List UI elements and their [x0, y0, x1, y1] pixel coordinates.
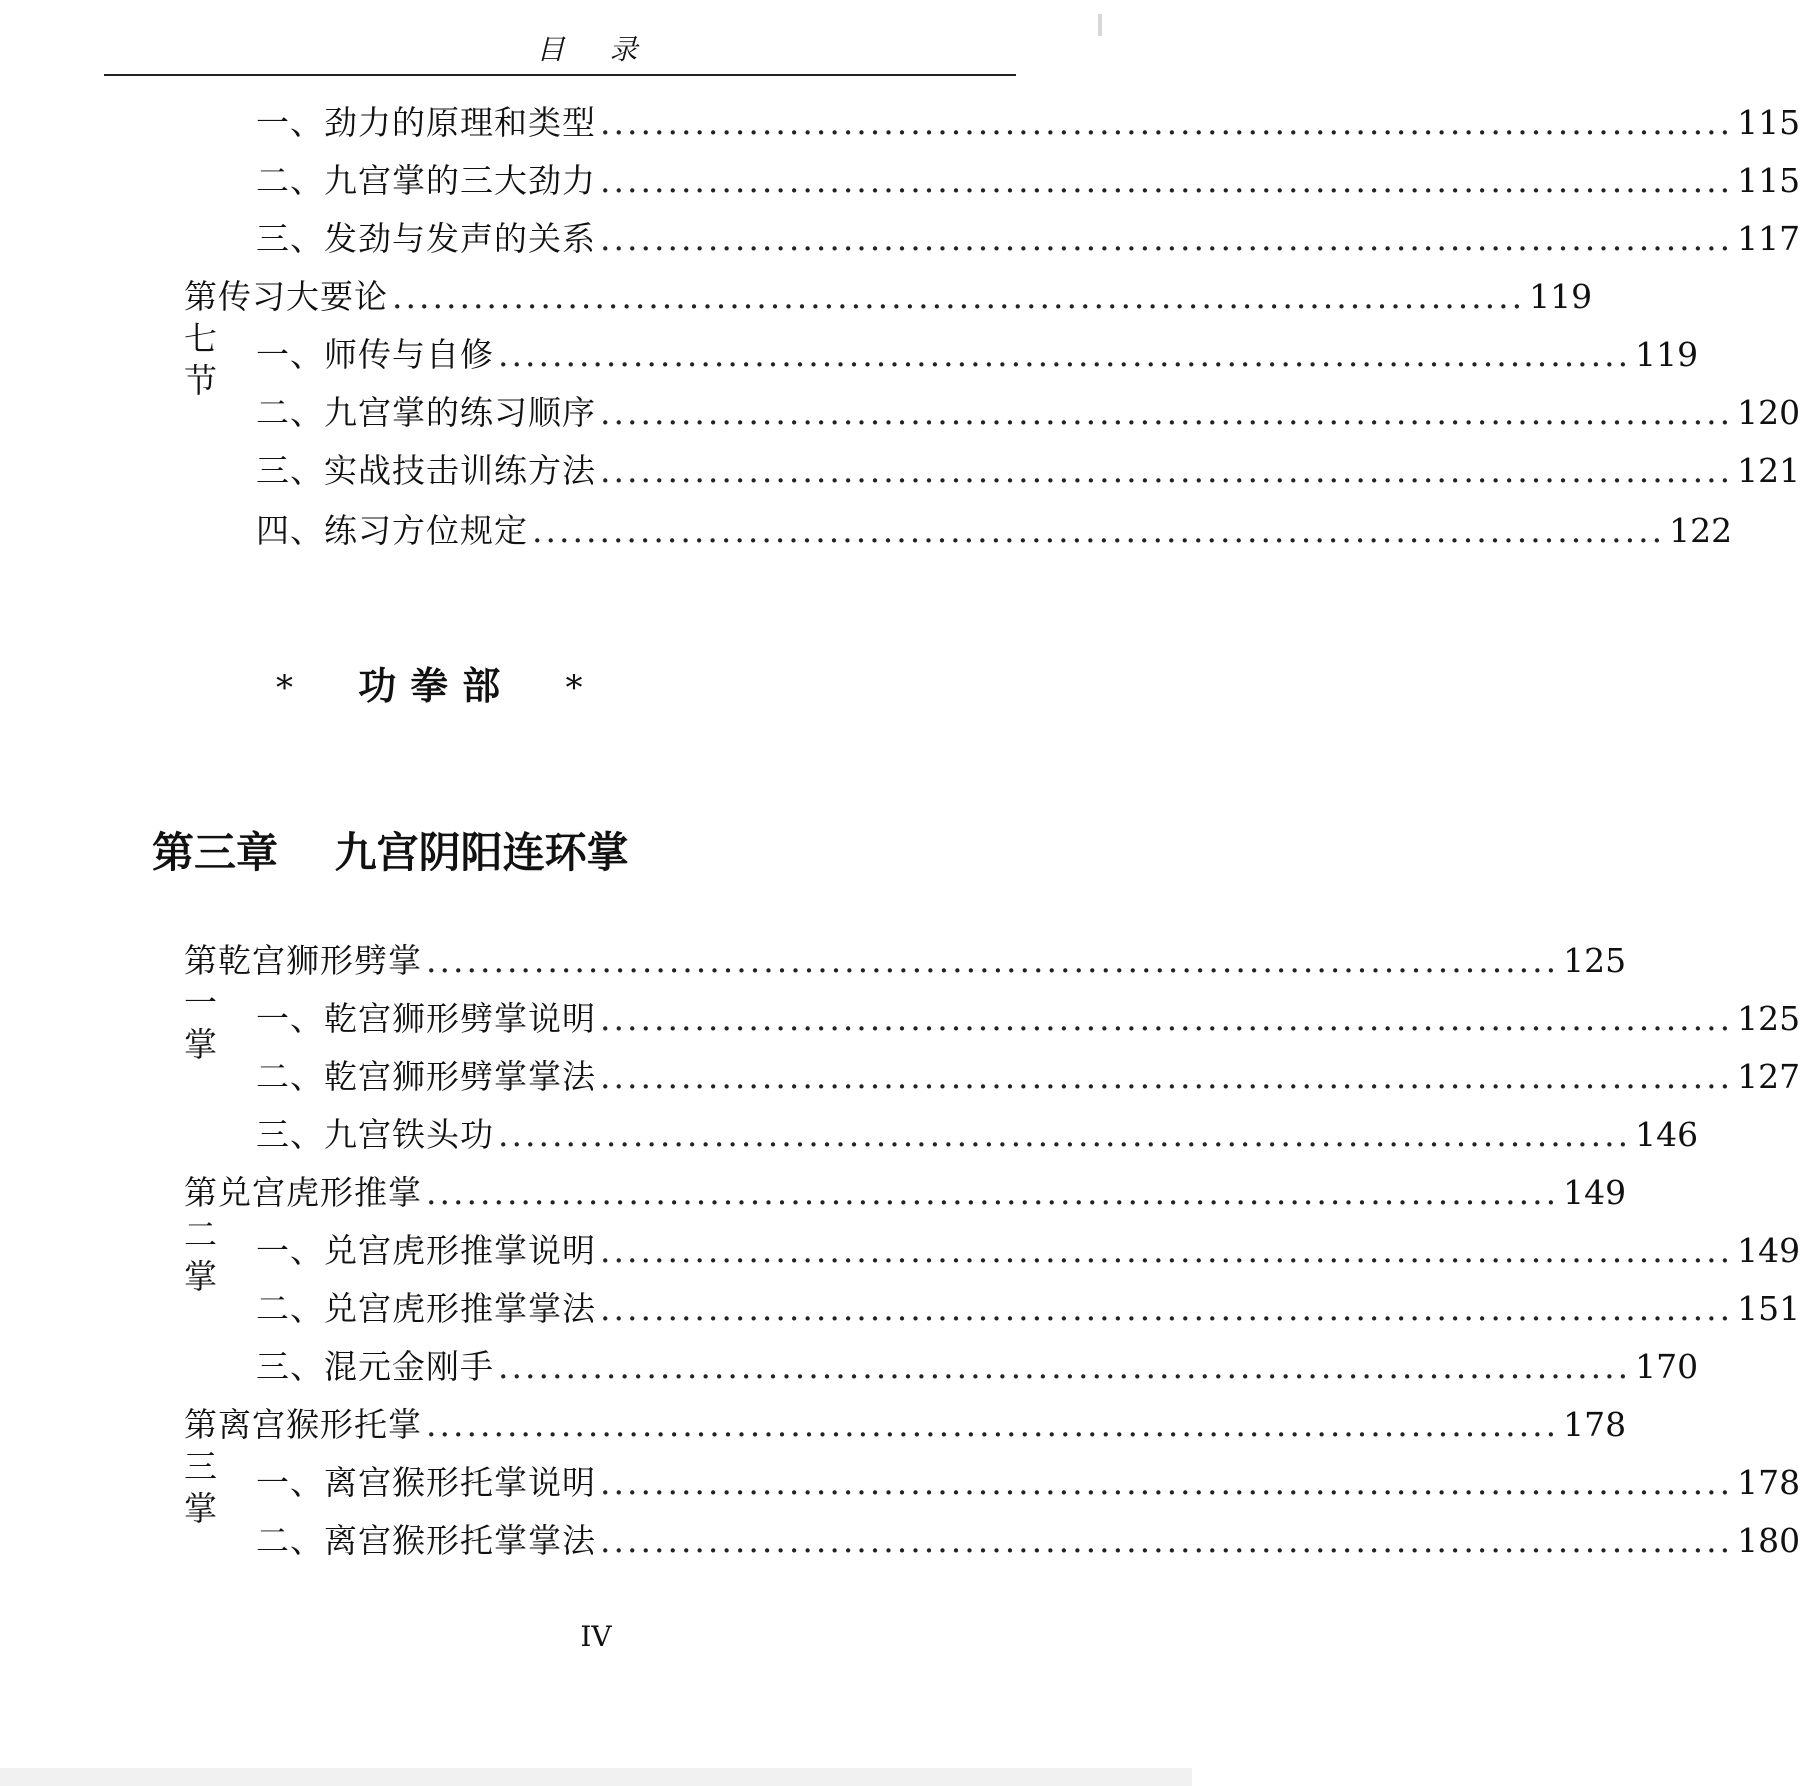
toc-entry[interactable] — [256, 1288, 1800, 1330]
toc-entry-label: 乾宫狮形劈掌 — [218, 941, 422, 980]
toc-entry-label: 三、实战技击训练方法 — [256, 451, 596, 490]
toc-entry[interactable] — [256, 160, 1800, 202]
toc-leader-dots: .................................................................................... — [392, 277, 1526, 316]
chapter-title: 九宫阴阳连环掌 — [334, 828, 629, 877]
toc-leader-dots: .................................................................................... — [600, 1057, 1734, 1096]
toc-entry-page: 119 — [1529, 277, 1593, 316]
toc-entry-label: 一、兑宫虎形推掌说明 — [256, 1231, 596, 1270]
toc-entry-page: 178 — [1737, 1463, 1800, 1502]
toc-leader-dots: .................................................................................... — [426, 1173, 1560, 1212]
toc-entry-page: 127 — [1737, 1057, 1800, 1096]
toc-leader-dots: .................................................................................... — [600, 393, 1734, 432]
toc-entry-label: 二、九宫掌的三大劲力 — [256, 161, 596, 200]
toc-entry-label: 兑宫虎形推掌 — [218, 1173, 422, 1212]
running-header: 目 录 — [536, 33, 656, 66]
toc-leader-dots: .................................................................................... — [498, 1115, 1632, 1154]
toc-entry-page: 125 — [1563, 941, 1627, 980]
toc-leader-dots: .................................................................................... — [426, 1405, 1560, 1444]
toc-entry[interactable] — [256, 334, 1699, 376]
toc-entry-page: 125 — [1737, 999, 1800, 1038]
header-rule — [104, 74, 1016, 76]
toc-leader-dots: .................................................................................... — [600, 1521, 1734, 1560]
chapter-heading — [152, 820, 629, 880]
chapter-number: 第三章 — [152, 828, 279, 877]
toc-section-number: 第二掌 — [184, 1173, 218, 1296]
toc-entry-page: 149 — [1563, 1173, 1627, 1212]
toc-leader-dots: .................................................................................... — [600, 103, 1734, 142]
toc-entry-label: 一、劲力的原理和类型 — [256, 103, 596, 142]
scan-bottom-edge — [0, 1768, 1192, 1786]
toc-leader-dots: .................................................................................... — [600, 1463, 1734, 1502]
toc-entry-label: 四、练习方位规定 — [256, 511, 528, 550]
toc-entry[interactable] — [256, 1462, 1800, 1504]
toc-entry-page: 149 — [1737, 1231, 1800, 1270]
toc-entry[interactable] — [256, 1114, 1699, 1156]
toc-entry-label: 二、兑宫虎形推掌掌法 — [256, 1289, 596, 1328]
toc-entry-label: 一、乾宫狮形劈掌说明 — [256, 999, 596, 1038]
toc-leader-dots: .................................................................................... — [498, 335, 1632, 374]
toc-entry-page: 178 — [1563, 1405, 1627, 1444]
toc-entry-label: 一、离宫猴形托掌说明 — [256, 1463, 596, 1502]
toc-entry[interactable] — [256, 1346, 1699, 1388]
toc-entry-label: 传习大要论 — [218, 277, 388, 316]
toc-entry[interactable] — [256, 998, 1800, 1040]
toc-entry[interactable] — [256, 1520, 1800, 1562]
toc-leader-dots: .................................................................................... — [600, 451, 1734, 490]
toc-entry[interactable] — [256, 1230, 1800, 1272]
toc-section-number: 第三掌 — [184, 1405, 218, 1528]
toc-entry[interactable] — [256, 510, 1733, 552]
toc-entry-page: 117 — [1737, 219, 1800, 258]
toc-entry-label: 二、九宫掌的练习顺序 — [256, 393, 596, 432]
toc-leader-dots: .................................................................................... — [426, 941, 1560, 980]
toc-entry-label: 一、师传与自修 — [256, 335, 494, 374]
toc-entry-page: 146 — [1635, 1115, 1699, 1154]
toc-section-number: 第七节 — [184, 277, 218, 400]
toc-leader-dots: .................................................................................... — [600, 219, 1734, 258]
toc-entry-label: 三、发劲与发声的关系 — [256, 219, 596, 258]
toc-entry-label: 三、混元金刚手 — [256, 1347, 494, 1386]
part-heading — [276, 655, 596, 710]
toc-entry-page: 170 — [1635, 1347, 1699, 1386]
toc-entry-label: 三、九宫铁头功 — [256, 1115, 494, 1154]
toc-section-number: 第一掌 — [184, 941, 218, 1064]
toc-entry-page: 115 — [1737, 161, 1800, 200]
toc-entry-page: 119 — [1635, 335, 1699, 374]
toc-entry-page: 120 — [1737, 393, 1800, 432]
page-number: IV — [580, 1620, 612, 1653]
toc-entry-page: 151 — [1737, 1289, 1800, 1328]
toc-leader-dots: .................................................................................... — [600, 1289, 1734, 1328]
toc-entry-label: 二、乾宫狮形劈掌掌法 — [256, 1057, 596, 1096]
toc-leader-dots: .................................................................................... — [600, 161, 1734, 200]
toc-leader-dots: .................................................................................... — [600, 999, 1734, 1038]
part-title: 功拳部 — [358, 663, 515, 708]
toc-leader-dots: .................................................................................... — [532, 511, 1666, 550]
toc-entry-label: 离宫猴形托掌 — [218, 1405, 422, 1444]
toc-entry[interactable] — [256, 102, 1800, 144]
toc-entry-page: 122 — [1669, 511, 1733, 550]
toc-leader-dots: .................................................................................... — [600, 1231, 1734, 1270]
toc-entry[interactable] — [256, 1056, 1800, 1098]
toc-entry[interactable] — [256, 392, 1800, 434]
toc-entry-label: 二、离宫猴形托掌掌法 — [256, 1521, 596, 1560]
star-ornament-right: * — [565, 668, 597, 708]
toc-entry-page: 115 — [1737, 103, 1800, 142]
star-ornament-left: * — [276, 668, 307, 708]
toc-leader-dots: .................................................................................... — [498, 1347, 1632, 1386]
toc-entry-page: 121 — [1737, 451, 1800, 490]
toc-entry[interactable] — [256, 450, 1800, 492]
toc-entry[interactable] — [256, 218, 1800, 260]
toc-entry-page: 180 — [1737, 1521, 1800, 1560]
